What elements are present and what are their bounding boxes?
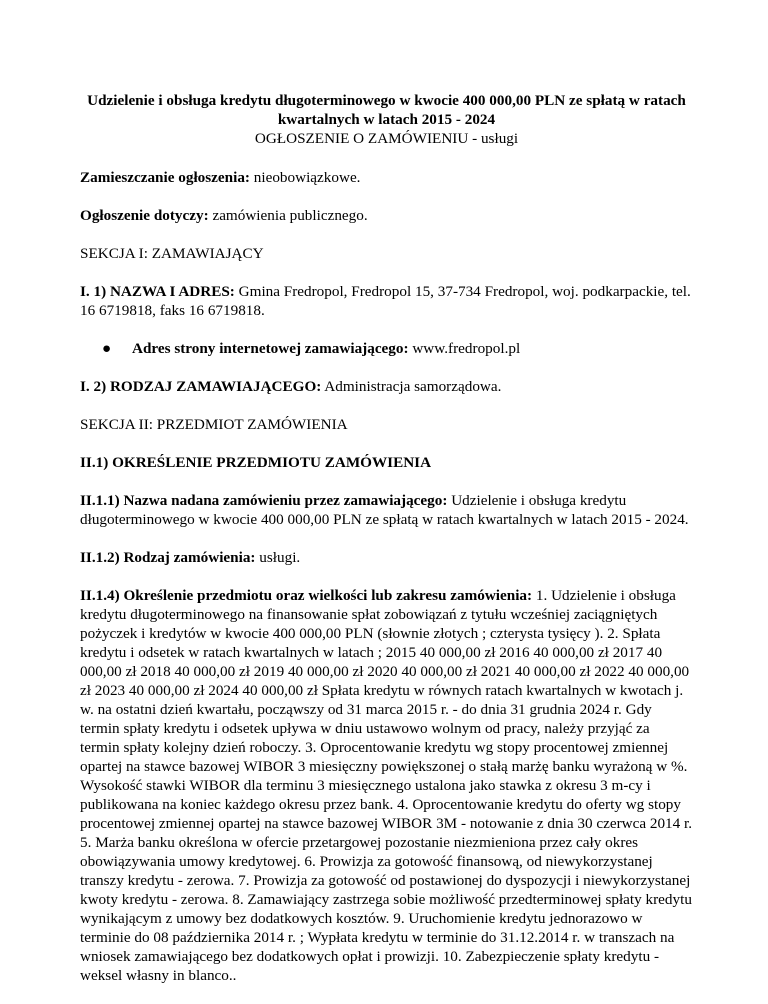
type-label: I. 2) RODZAJ ZAMAWIAJĄCEGO: <box>80 378 322 395</box>
order-scope-value: 1. Udzielenie i obsługa kredytu długoterminowego na finansowanie spłat zobowiązań z tytułu wcześniej zaciągniętych pożyczek i kredytów w kwocie 400 000,00 PLN (słownie złotych ; czterysta tysięcy ). 2. Spłata kredytu i odsetek w ratach kwartalnych w latach ; 2015 40 000,00 zł 2016 40 000,00 zł 2017 40 000,00 zł 2018 40 000,00 zł 2019 40 000,00 zł 2020 40 000,00 zł 2021 40 000,00 zł 2022 40 000,00 zł 2023 40 000,00 zł 2024 40 000,00 zł Spłata kredytu w równych ratach kwartalnych w kwotach j. w. na ostatni dzień kwartału, począwszy od 31 marca 2015 r. - do dnia 31 grudnia 2024 r. Gdy termin spłaty kredytu i odsetek upływa w dniu ustawowo wolnym od pracy, należy przyjąć za termin spłaty kolejny dzień roboczy. 3. Oprocentowanie kredytu wg stopy procentowej zmiennej opartej na stawce bazowej WIBOR 3 miesięczny powiększonej o stałą marżę banku wyrażoną w %. Wysokość stawki WIBOR dla terminu 3 miesięcznego ustalona jako stawka z okresu 3 m-cy i publikowana na koniec każdego okresu przez bank. 4. Oprocentowanie kredytu do oferty wg stopy procentowej zmiennej opartej na stawce bazowej WIBOR 3M - notowanie z dnia 30 czerwca 2014 r. 5. Marża banku określona w ofercie przetargowej pozostanie niezmieniona przez cały okres obowiązywania umowy kredytowej. 6. Prowizja za gotowość finansową, od niewykorzystanej transzy kredytu - zerowa. 7. Prowizja za gotowość od postawionej do dyspozycji i niewykorzystanej kwoty kredytu - zerowa. 8. Zamawiający zastrzega sobie możliwość przedterminowej spłaty kredytu wynikającym z umowy bez dodatkowych kosztów. 9. Uruchomienie kredytu jednorazowo w terminie do 08 października 2014 r. ; Wypłata kredytu w terminie do 31.12.2014 r. w transzach na wniosek zamawiającego bez dodatkowych opłat i prowizji. 10. Zabezpieczenie spłaty kredytu - weksel własny in blanco.. <box>80 587 693 984</box>
name-address-label: I. 1) NAZWA I ADRES: <box>80 283 235 300</box>
bullet-icon: ● <box>102 340 112 357</box>
title-bold-line: Udzielenie i obsługa kredytu długoterminowego w kwocie 400 000,00 PLN ze spłatą w ratach kwartalnych w latach 2015 - 2024 <box>87 92 686 128</box>
placement-label: Zamieszczanie ogłoszenia: <box>80 169 250 186</box>
concerns-value: zamówienia publicznego. <box>208 207 368 224</box>
order-scope-paragraph <box>80 586 693 985</box>
placement-value: nieobowiązkowe. <box>249 169 361 186</box>
website-value: www.fredropol.pl <box>408 340 521 357</box>
name-address-value: Gmina Fredropol, Fredropol 15, 37-734 Fredropol, woj. podkarpackie, tel. 16 6719818, faks 16 6719818. <box>80 283 691 319</box>
order-kind-value: usługi. <box>255 549 301 566</box>
concerns-label: Ogłoszenie dotyczy: <box>80 207 209 224</box>
website-label: Adres strony internetowej zamawiającego: <box>132 340 409 357</box>
order-name-value: Udzielenie i obsługa kredytu długoterminowego w kwocie 400 000,00 PLN ze spłatą w ratach kwartalnych w latach 2015 - 2024. <box>80 492 689 528</box>
website-list <box>80 339 693 358</box>
type-value: Administracja samorządowa. <box>321 378 502 395</box>
placement-paragraph <box>80 168 693 187</box>
section1-heading: SEKCJA I: ZAMAWIAJĄCY <box>80 245 264 262</box>
concerns-paragraph <box>80 206 693 225</box>
type-paragraph <box>80 377 693 396</box>
section2-subheading: II.1) OKREŚLENIE PRZEDMIOTU ZAMÓWIENIA <box>80 454 432 471</box>
section2-heading: SEKCJA II: PRZEDMIOT ZAMÓWIENIA <box>80 416 348 433</box>
name-address-paragraph <box>80 282 693 320</box>
website-list-item <box>102 339 693 358</box>
order-name-paragraph <box>80 491 693 529</box>
document-title <box>80 91 693 148</box>
document-content <box>80 91 693 1004</box>
order-name-label: II.1.1) Nazwa nadana zamówieniu przez zamawiającego: <box>80 492 448 509</box>
title-subtitle: OGŁOSZENIE O ZAMÓWIENIU - usługi <box>254 130 519 147</box>
order-kind-paragraph <box>80 548 693 567</box>
order-kind-label: II.1.2) Rodzaj zamówienia: <box>80 549 256 566</box>
order-scope-label: II.1.4) Określenie przedmiotu oraz wielkości lub zakresu zamówienia: <box>80 587 533 604</box>
